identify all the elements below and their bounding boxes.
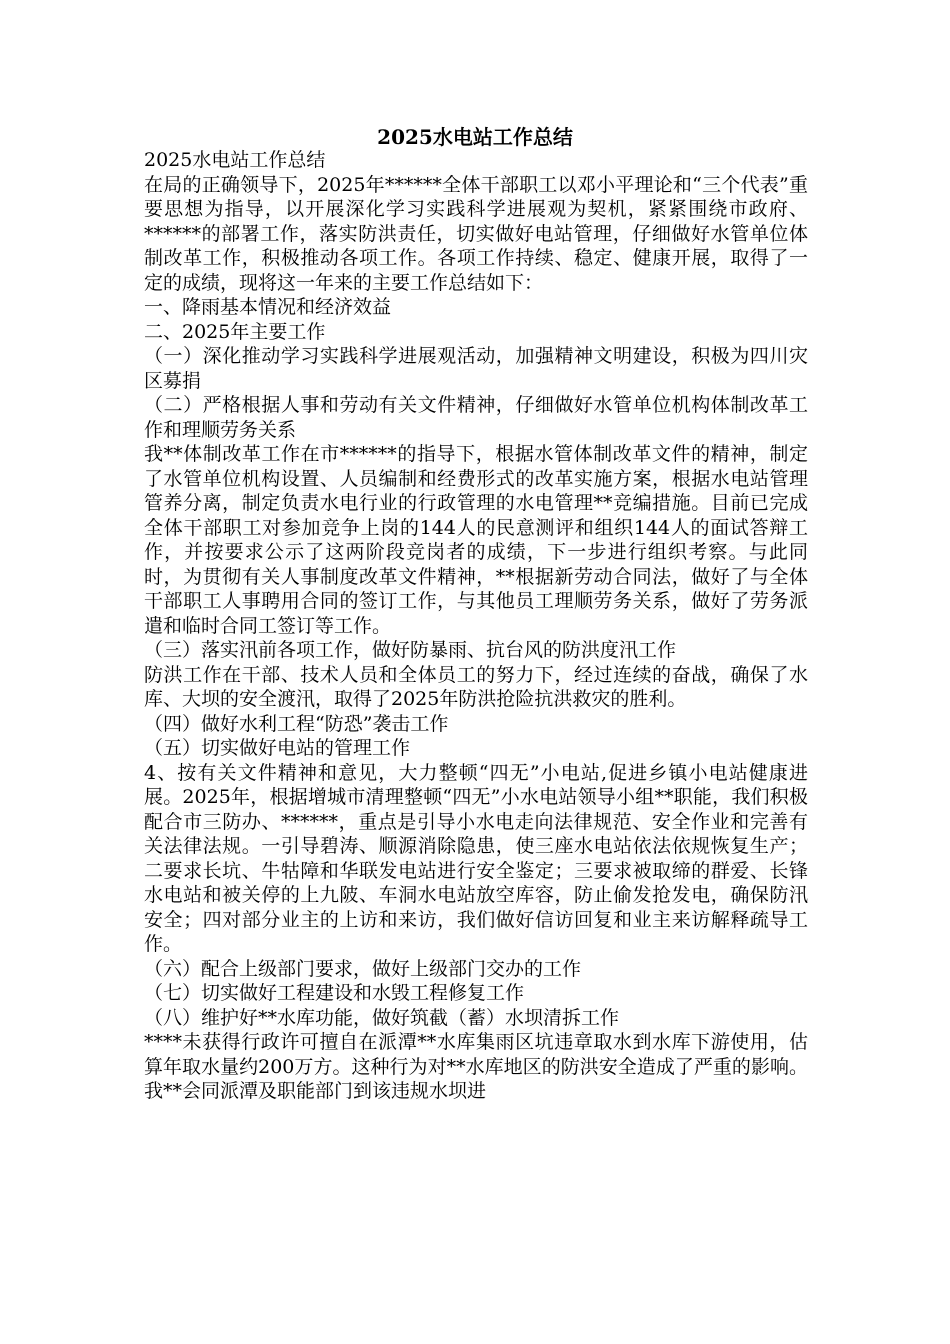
paragraph-reform: 我**体制改革工作在市******的指导下，根据水管体制改革文件的精神，制定了水管单位机构设置、人员编制和经费形式的改革实施方案，根据水电站管理管养分离，制定负责水电行业的行政管理的水电管理**竞编措施。目前已完成全体干部职工对参加竞争上岗的144人的民意测评和组织144人的面试答辩工作，并按要求公示了这两阶段竞岗者的成绩，下一步进行组织考察。与此同时，为贯彻有关人事制度改革文件精神，**根据新劳动合同法，做好了与全体干部职工人事聘用合同的签订工作，与其他员工理顺劳务关系，做好了劳务派遣和临时合同工签订等工作。: [144, 443, 808, 637]
paragraph-flood: 防洪工作在干部、技术人员和全体员工的努力下，经过连续的奋战，确保了水库、大坝的安全渡汛，取得了2025年防洪抢险抗洪救灾的胜利。: [144, 663, 808, 710]
heading-item-2: （二）严格根据人事和劳动有关文件精神，仔细做好水管单位机构体制改革工作和理顺劳务关系: [144, 394, 808, 441]
heading-item-5: （五）切实做好电站的管理工作: [144, 737, 411, 759]
paragraph-intro: 在局的正确领导下，2025年******全体干部职工以邓小平理论和“三个代表”重要思想为指导，以开展深化学习实践科学进展观为契机，紧紧围绕市政府、******的部署工作，落实防洪责任，切实做好电站管理，仔细做好水管单位体制改革工作，积极推动各项工作。各项工作持续、稳定、健康开展，取得了一定的成绩，现将这一年来的主要工作总结如下：: [144, 173, 808, 294]
document-body: [144, 148, 808, 1104]
paragraph-small-stations: 4、按有关文件精神和意见，大力整顿“四无”小电站,促进乡镇小电站健康进展。2025年，根据增城市清理整顿“四无”小水电站领导小组**职能，我们积极配合市三防办、******，重点是引导小水电走向法律规范、安全作业和完善有关法律法规。一引导碧涛、顺源消除隐患，使三座水电站依法依规恢复生产；二要求长坑、牛牯障和华联发电站进行安全鉴定；三要求被取缔的群爱、长锋水电站和被关停的上九陂、车洞水电站放空库容，防止偷发抢发电，确保防汛安全；四对部分业主的上访和来访，我们做好信访回复和业主来访解释疏导工作。: [144, 761, 808, 955]
heading-item-3: （三）落实汛前各项工作，做好防暴雨、抗台风的防洪度汛工作: [144, 639, 677, 661]
heading-item-7: （七）切实做好工程建设和水毁工程修复工作: [144, 982, 525, 1004]
document-title: 2025水电站工作总结: [377, 125, 573, 149]
heading-item-4: （四）做好水利工程“防恐”袭击工作: [144, 712, 449, 735]
heading-item-1: （一）深化推动学习实践科学进展观活动，加强精神文明建设，积极为四川灾区募捐: [144, 345, 808, 392]
paragraph-reservoir: ****未获得行政许可擅自在派潭**水库集雨区坑违章取水到水库下游使用，估算年取水量约200万方。这种行为对**水库地区的防洪安全造成了严重的影响。我**会同派潭及职能部门到该违规水坝进: [144, 1031, 808, 1102]
heading-item-6: （六）配合上级部门要求，做好上级部门交办的工作: [144, 957, 582, 980]
heading-section-2: 二、2025年主要工作: [144, 320, 326, 343]
paragraph-subtitle: 2025水电站工作总结: [144, 149, 326, 171]
heading-item-8: （八）维护好**水库功能，做好筑截（蓄）水坝清拆工作: [144, 1006, 620, 1029]
heading-section-1: 一、降雨基本情况和经济效益: [144, 296, 392, 318]
